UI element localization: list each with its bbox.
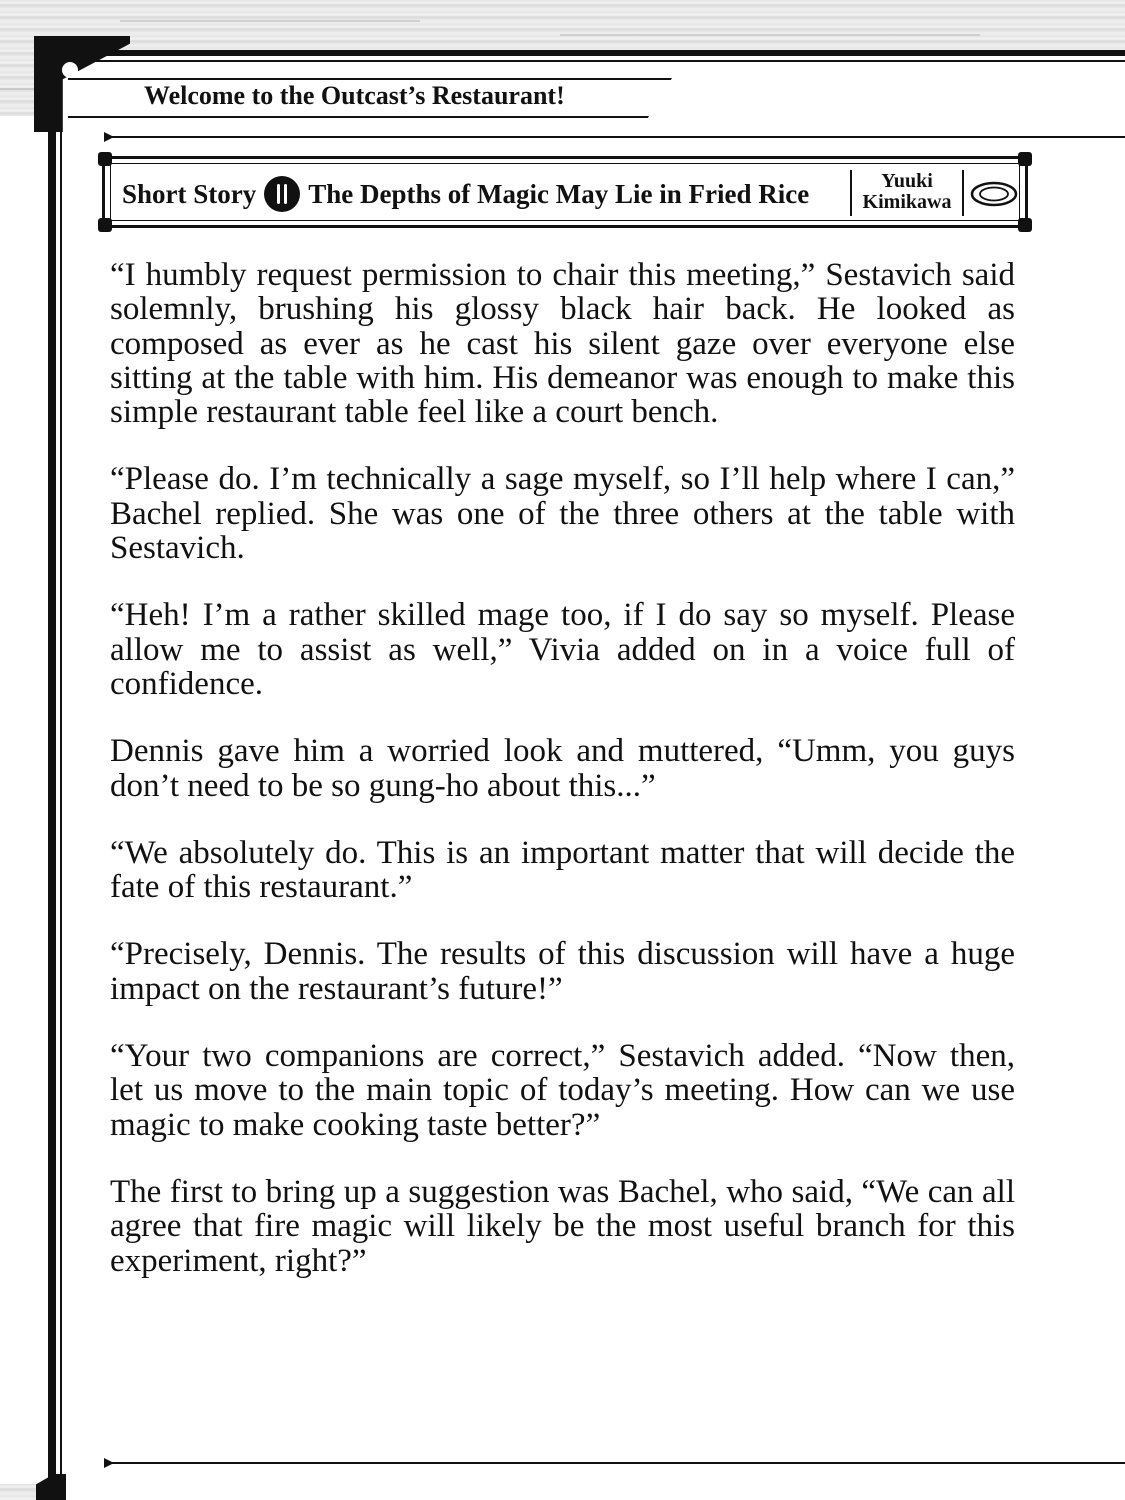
paragraph: “Your two companions are correct,” Sestavich added. “Now then, let us move to the main topic of today’s meeting. How can we use magic to make cooking taste better?” — [110, 1038, 1015, 1143]
paragraph: The first to bring up a suggestion was Bachel, who said, “We can all agree that fire magic will likely be the most useful branch for this experiment, right?” — [110, 1173, 1015, 1279]
paragraph: “Precisely, Dennis. The results of this discussion will have a huge impact on the restaurant’s future!” — [110, 936, 1015, 1007]
paragraph: “Please do. I’m technically a sage myself, so I’ll help where I can,” Bachel replied. She was one of the three others at the table with Sestavich. — [110, 461, 1015, 567]
paragraph: “Heh! I’m a rather skilled mage too, if I do say so myself. Please allow me to assist as well,” Vivia added on in a voice full of confidence. — [110, 597, 1015, 702]
title-box-corner-icon — [1018, 218, 1032, 232]
title-box-corner-icon — [98, 218, 112, 232]
story-title: The Depths of Magic May Lie in Fried Rice — [308, 178, 810, 209]
paragraph: “We absolutely do. This is an important matter that will decide the fate of this restaurant.” — [110, 834, 1015, 906]
story-body — [110, 258, 1015, 1311]
frame-top-inner-border — [64, 60, 1125, 62]
top-rule-arrow-icon — [104, 132, 114, 142]
paragraph: “I humbly request permission to chair this meeting,” Sestavich said solemnly, brushing his glossy black hair back. He looked as composed as ever as he cast his silent gaze over everyone else sitting at the table with him. His demeanor was enough to make this simple restaurant table feel like a court bench. — [110, 257, 1015, 431]
fork-knife-icon — [264, 176, 300, 212]
top-rule — [112, 136, 1125, 138]
bottom-rule — [112, 1462, 1125, 1464]
frame-top-border — [52, 50, 1125, 56]
author-last-name: Kimikawa — [862, 191, 952, 213]
paragraph: Dennis gave him a worried look and muttered, “Umm, you guys don’t need to be so gung-ho about this...” — [110, 733, 1015, 804]
story-heading — [122, 172, 809, 216]
page-title: Welcome to the Outcast’s Restaurant! — [144, 81, 565, 110]
author-first-name: Yuuki — [881, 170, 933, 192]
corner-bottom-icon — [36, 1474, 66, 1500]
author-divider — [850, 170, 852, 216]
frame-left-border — [48, 50, 56, 1500]
title-box-corner-icon — [98, 152, 112, 166]
author-name — [854, 171, 960, 213]
short-story-label: Short Story — [122, 178, 257, 209]
bottom-rule-arrow-icon — [104, 1458, 114, 1468]
author-divider — [962, 170, 964, 216]
title-box-corner-icon — [1018, 152, 1032, 166]
frame-left-inner-border — [60, 115, 62, 1500]
corner-dot-icon — [62, 62, 78, 78]
plate-icon — [970, 181, 1018, 207]
